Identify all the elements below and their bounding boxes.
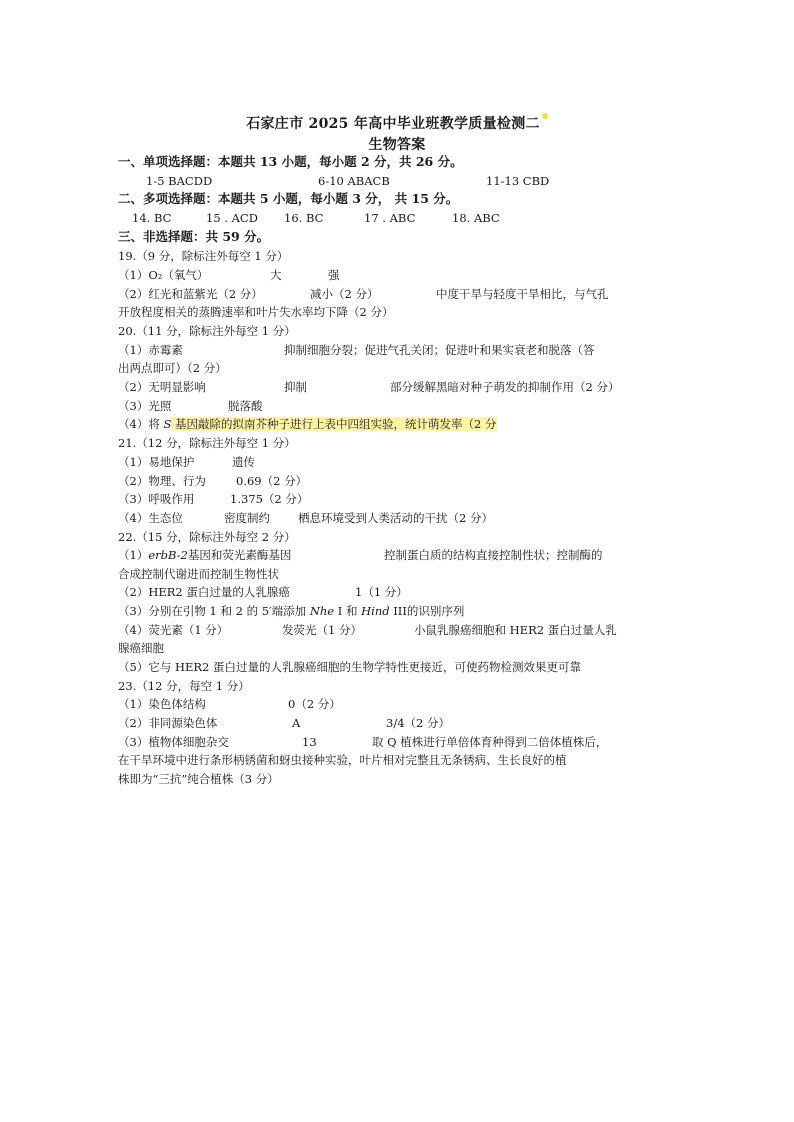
section-3-heading: 三、非选择题：共 59 分。	[118, 229, 270, 244]
q21-answer-4c: 栖息环境受到人类活动的干扰（2 分）	[298, 511, 493, 525]
enzyme-nhe: Nhe	[309, 604, 335, 618]
answer-11-13: 11-13 CBD	[486, 174, 550, 188]
q19-heading: 19.（9 分，除标注外每空 1 分）	[118, 249, 289, 263]
q22-answer-3-suffix: III的识别序列	[389, 604, 465, 618]
q22-answer-1-prefix: （1）	[118, 548, 149, 562]
document-title	[0, 113, 794, 133]
document-subtitle: 生物答案	[368, 137, 426, 153]
q20-answer-1: （1）赤霉素	[118, 343, 183, 357]
answer-16: 16. BC	[284, 211, 324, 225]
q21-answer-3: （3）呼吸作用	[118, 492, 195, 506]
q20-answer-3b: 脱落酸	[228, 399, 263, 413]
gene-name-erbb2: erbB-2	[148, 548, 188, 562]
q21-answer-4: （4）生态位	[118, 511, 183, 525]
q22-answer-2: （2）HER2 蛋白过量的人乳腺癌	[118, 585, 290, 599]
q23-answer-1b: 0（2 分）	[288, 697, 341, 711]
highlight-mark	[542, 113, 548, 119]
q23-heading: 23.（12 分，每空 1 分）	[118, 679, 250, 693]
q23-answer-line-4: 在干旱环境中进行条形柄锈菌和蚜虫接种实验，叶片相对完整且无条锈病、生长良好的植	[118, 753, 567, 767]
q20-answer-2: （2）无明显影响	[118, 380, 206, 394]
q19-answer-1b: 大	[270, 268, 282, 282]
answer-14: 14. BC	[132, 211, 172, 225]
q19-answer-1: （1）O₂（氧气）	[118, 268, 209, 282]
q23-answer-2: （2）非同源染色体	[118, 716, 218, 730]
q22-heading: 22.（15 分，除标注外每空 2 分）	[118, 530, 296, 544]
q20-answer-4-prefix: （4）将	[118, 417, 164, 431]
q20-answer-3: （3）光照	[118, 399, 172, 413]
q21-answer-4b: 密度制约	[224, 511, 270, 525]
q23-answer-2b: A	[292, 716, 301, 730]
q19-answer-2: （2）红光和蓝紫光（2 分）	[118, 287, 263, 301]
q20-answer-1b: 抑制细胞分裂；促进气孔关闭；促进叶和果实衰老和脱落（答	[284, 343, 595, 357]
q19-answer-1c: 强	[328, 268, 340, 282]
q22-answer-2b: 1（1 分）	[355, 585, 408, 599]
q20-answer-line-5	[118, 417, 497, 432]
q23-answer-line-5: 株即为“三抗”纯合植株（3 分）	[118, 772, 279, 786]
q20-answer-2b: 抑制	[284, 380, 307, 394]
q20-answer-4: 基因敲除的拟南芥种子进行上表中四组实验，统计萌发率（2 分	[171, 417, 497, 431]
q20-answer-2c: 部分缓解黑暗对种子萌发的抑制作用（2 分）	[390, 380, 620, 394]
answer-1-5: 1-5 BACDD	[146, 174, 213, 188]
q23-answer-3b: 13	[302, 735, 317, 749]
q23-answer-2c: 3/4（2 分）	[386, 716, 450, 730]
document-title-text: 石家庄市 2025 年高中毕业班教学质量检测二	[246, 116, 540, 132]
q23-answer-3c: 取 Q 植株进行单倍体育种得到二倍体植株后，	[372, 735, 608, 749]
q21-answer-2b: 0.69（2 分）	[236, 474, 308, 488]
q22-answer-4: （4）荧光素（1 分）	[118, 623, 229, 637]
q23-answer-3: （3）植物体细胞杂交	[118, 735, 229, 749]
q22-answer-3-prefix: （3）分别在引物 1 和 2 的 5′端添加	[118, 604, 310, 618]
q22-answer-4b: 发荧光（1 分）	[282, 623, 362, 637]
q21-answer-2: （2）物理、行为	[118, 474, 206, 488]
q22-answer-line-7: （5）它与 HER2 蛋白过量的人乳腺癌细胞的生物学特性更接近，可使药物检测效果更可靠	[118, 660, 582, 674]
q22-answer-line-2: 合成控制代谢进而控制生物性状	[118, 567, 279, 581]
q21-answer-3b: 1.375（2 分）	[230, 492, 309, 506]
q20-heading: 20.（11 分，除标注外每空 1 分）	[118, 324, 296, 338]
q22-answer-1-text: 基因和荧光素酶基因	[187, 548, 292, 562]
section-1-heading: 一、单项选择题：本题共 13 小题，每小题 2 分，共 26 分。	[118, 154, 463, 169]
answer-17: 17 . ABC	[364, 211, 416, 225]
q22-answer-1c: 控制蛋白质的结构直接控制性状；控制酶的	[384, 548, 603, 562]
q19-answer-line-3: 开放程度相关的蒸腾速率和叶片失水率均下降（2 分）	[118, 305, 394, 319]
enzyme-hind: Hind	[361, 604, 390, 618]
section-2-heading: 二、多项选择题：本题共 5 小题，每小题 3 分， 共 15 分。	[118, 191, 459, 206]
q22-answer-1	[118, 548, 291, 563]
answer-18: 18. ABC	[452, 211, 500, 225]
q22-answer-line-4	[118, 604, 464, 619]
q19-answer-2b: 减小（2 分）	[310, 287, 379, 301]
answer-6-10: 6-10 ABACB	[318, 174, 390, 188]
q21-answer-1: （1）易地保护	[118, 455, 195, 469]
q21-answer-1b: 遗传	[232, 455, 255, 469]
answer-15: 15 . ACD	[206, 211, 258, 225]
q23-answer-1: （1）染色体结构	[118, 697, 206, 711]
gene-name-s: S	[163, 417, 172, 431]
q22-answer-line-6: 腺癌细胞	[118, 641, 164, 655]
q19-answer-2c: 中度干旱与轻度干旱相比，与气孔	[436, 287, 609, 301]
q22-answer-3-mid: I 和	[334, 604, 362, 618]
q21-heading: 21.（12 分，除标注外每空 1 分）	[118, 436, 296, 450]
q20-answer-line-2: 出两点即可）（2 分）	[118, 361, 227, 375]
q22-answer-4c: 小鼠乳腺癌细胞和 HER2 蛋白过量人乳	[414, 623, 617, 637]
